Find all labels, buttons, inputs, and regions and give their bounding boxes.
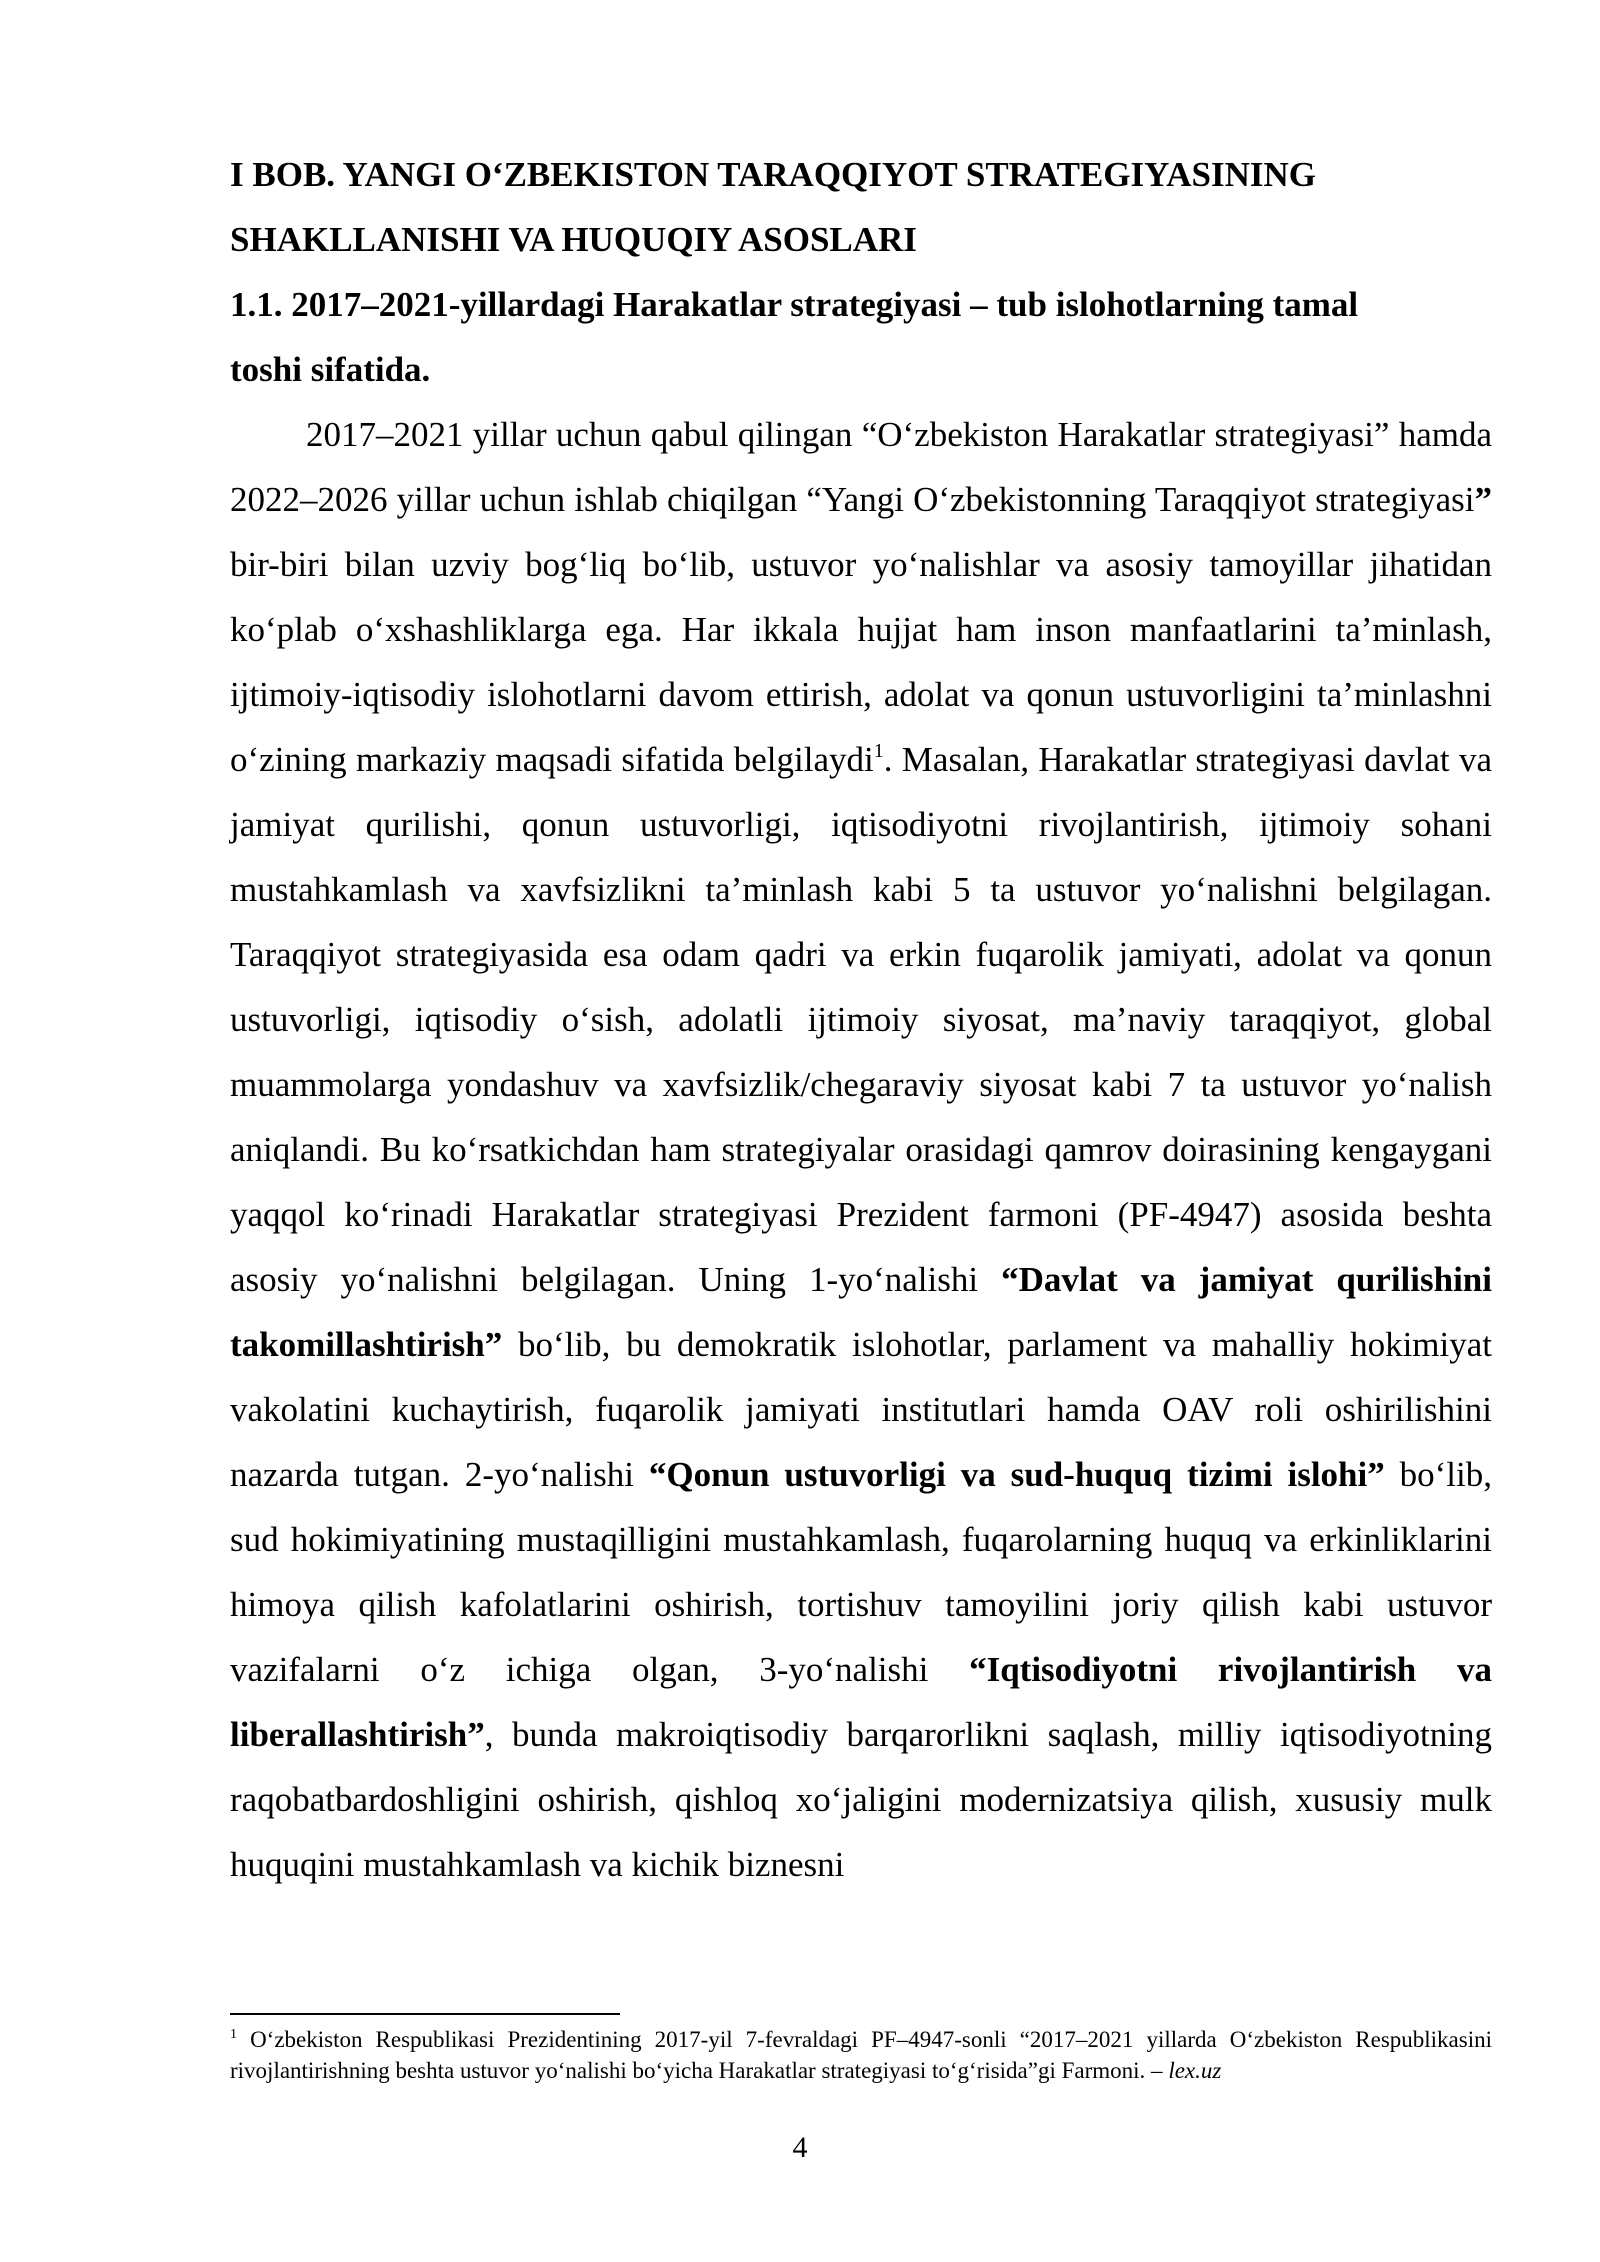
footnote-text: O‘zbekiston Respublikasi Prezidentining 2017-yil 7-fevraldagi PF–4947-sonli “2017–2021 yillarda O‘zbekiston Respublikasini rivojlantirishning beshta ustuvor yo‘nalishi bo‘yicha Harakatlar strategiyasi to‘g‘risida”gi Farmoni. –: [230, 2027, 1492, 2083]
body-text-part-3: . Masalan, Harakatlar strategiyasi davlat va jamiyat qurilishi, qonun ustuvorligi, iqtisodiyotni rivojlantirish, ijtimoiy sohani mustahkamlash va xavfsizlikni ta’minlash kabi 5 ta ustuvor yo‘nalishni belgilagan. Taraqqiyot strategiyasida esa odam qadri va erkin fuqarolik jamiyati, adolat va qonun ustuvorligi, iqtisodiy o‘sish, adolatli ijtimoiy siyosat, ma’naviy taraqqiyot, global muammolarga yondashuv va xavfsizlik/chegaraviy siyosat kabi 7 ta ustuvor yo‘nalish aniqlandi. Bu ko‘rsatkichdan ham strategiyalar orasidagi qamrov doirasining kengaygani yaqqol ko‘rinadi Harakatlar strategiyasi Prezident farmoni (PF-4947) asosida beshta asosiy yo‘nalishni belgilagan. Uning 1-yo‘nalishi: [230, 740, 1492, 1299]
body-paragraph: [230, 402, 1492, 1897]
chapter-title-line-2: SHAKLLANISHI VA HUQUQIY ASOSLARI: [230, 220, 917, 259]
body-text-part-1: 2017–2021 yillar uchun qabul qilingan “O‘zbekiston Harakatlar strategiyasi” hamda 2022–2026 yillar uchun ishlab chiqilgan “Yangi O‘zbekistonning Taraqqiyot strategiyasi: [230, 415, 1492, 519]
footnote: [230, 2024, 1492, 2086]
footnote-separator: [230, 2013, 620, 2015]
chapter-title: [230, 142, 1492, 272]
body-text-part-4: bo‘lib, bu demokratik islohotlar, parlament va mahalliy hokimiyat vakolatini kuchaytirish, fuqarolik jamiyati institutlari hamda OAV roli oshirilishini nazarda tutgan. 2-yo‘nalishi: [230, 1325, 1492, 1494]
body-text-part-6: , bunda makroiqtisodiy barqarorlikni saqlash, milliy iqtisodiyotning raqobatbardoshligini oshirish, qishloq xo‘jaligini modernizatsiya qilish, xususiy mulk huquqini mustahkamlash va kichik biznesni: [230, 1715, 1492, 1884]
body-text-part-2: bir-biri bilan uzviy bog‘liq bo‘lib, ustuvor yo‘nalishlar va asosiy tamoyillar jihatidan ko‘plab o‘xshashliklarga ega. Har ikkala hujjat ham inson manfaatlarini ta’minlash, ijtimoiy-iqtisodiy islohotlarni davom ettirish, adolat va qonun ustuvorligini ta’minlashni o‘zining markaziy maqsadi sifatida belgilaydi: [230, 545, 1492, 779]
section-title-line-1: 1.1. 2017–2021-yillardagi Harakatlar strategiyasi – tub islohotlarning tamal: [230, 285, 1359, 324]
footnote-source: lex.uz: [1168, 2058, 1222, 2083]
page-content: [230, 142, 1492, 1897]
section-title: [230, 272, 1492, 402]
chapter-title-line-1: I BOB. YANGI O‘ZBEKISTON TARAQQIYOT STRATEGIYASINING: [230, 155, 1316, 194]
footnote-number: 1: [230, 2027, 237, 2042]
closing-quote: ”: [1474, 480, 1492, 519]
footnote-reference[interactable]: 1: [873, 740, 884, 762]
body-text-part-5: bo‘lib, sud hokimiyatining mustaqilligini mustahkamlash, fuqarolarning huquq va erkinliklarini himoya qilish kafolatlarini oshirish, tortishuv tamoyilini joriy qilish kabi ustuvor vazifalarni o‘z ichiga olgan, 3-yo‘nalishi: [230, 1455, 1492, 1689]
bold-direction-1: “Davlat va jamiyat qurilishini takomillashtirish”: [230, 1260, 1492, 1364]
section-title-line-2: toshi sifatida.: [230, 350, 431, 389]
bold-direction-3: “Iqtisodiyotni rivojlantirish va liberallashtirish”: [230, 1650, 1492, 1754]
bold-direction-2: “Qonun ustuvorligi va sud-huquq tizimi islohi”: [648, 1455, 1385, 1494]
page-number: 4: [792, 2131, 808, 2164]
